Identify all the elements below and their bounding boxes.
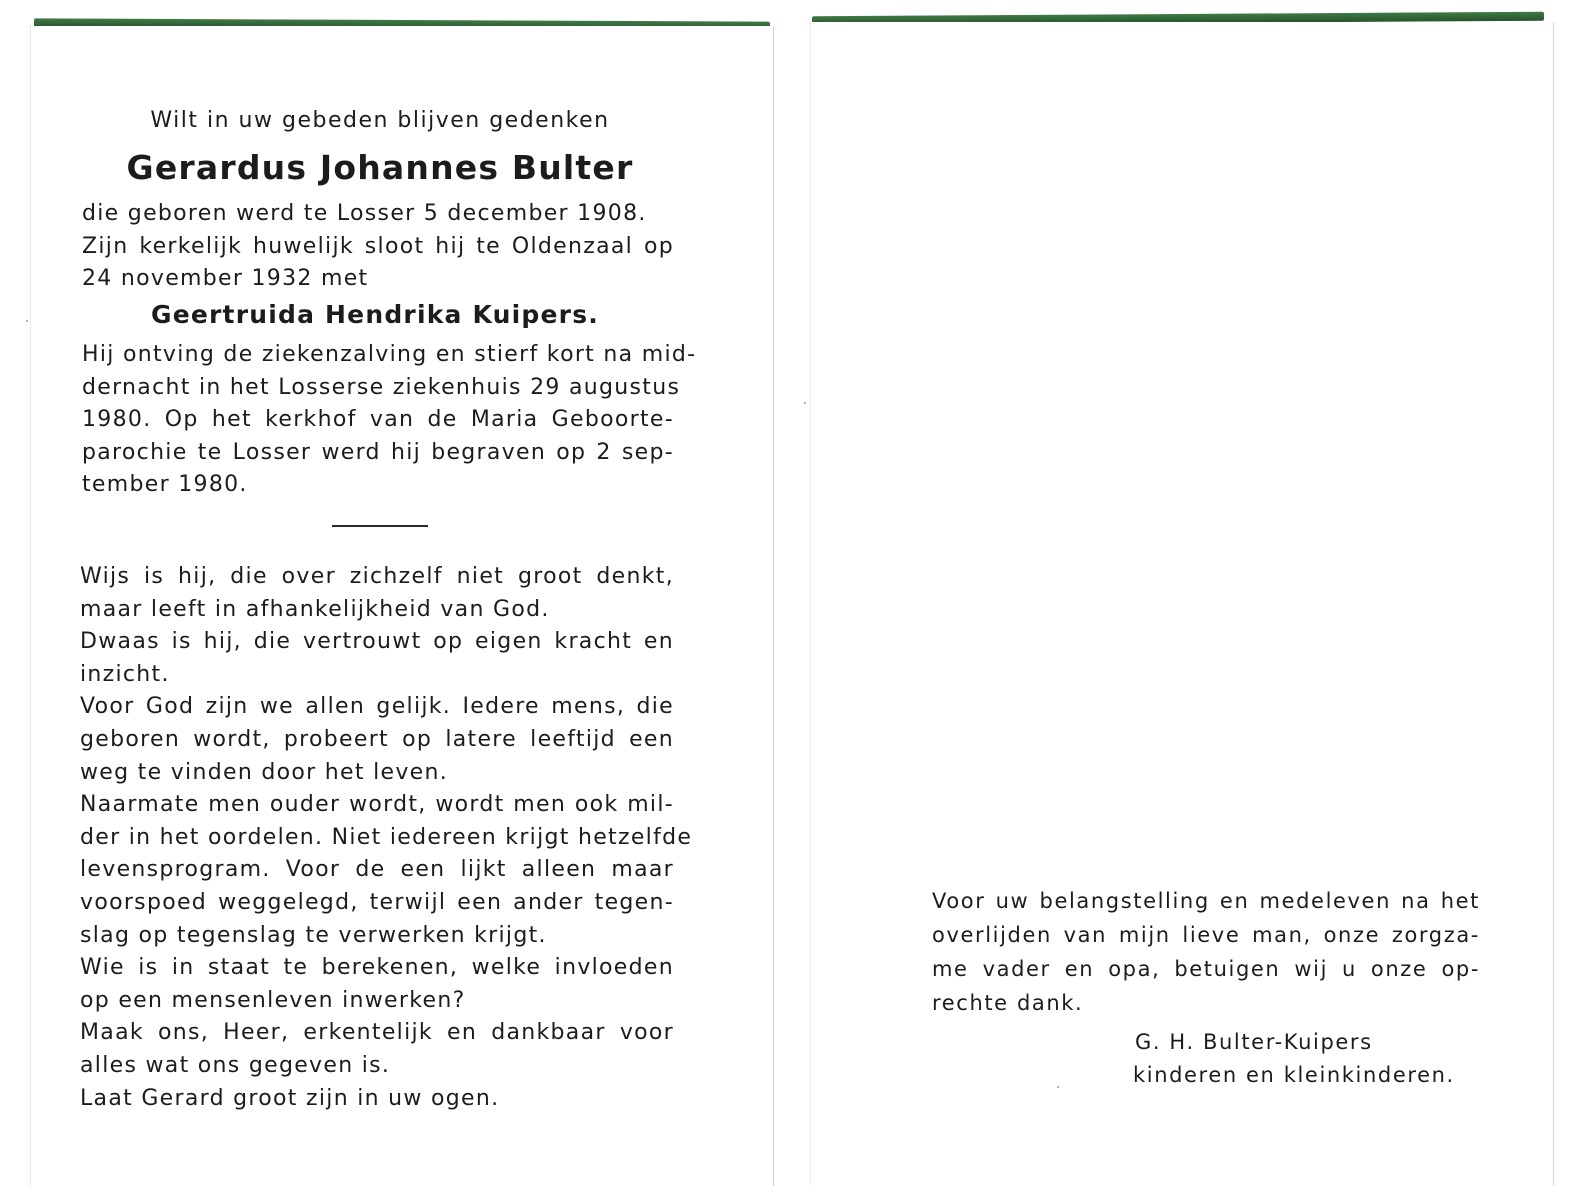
- birth-line: die geboren werd te Losser 5 december 1908.: [82, 201, 647, 226]
- reflection-line: slag op tegenslag te verwerken krijgt.: [80, 922, 547, 948]
- thanks-line: Voor uw belangstelling en medeleven na het: [932, 889, 1480, 913]
- reflection-line: Laat Gerard groot zijn in uw ogen.: [80, 1085, 500, 1111]
- scan-speck: [804, 402, 806, 404]
- death-line: Hij ontving de ziekenzalving en stierf kort na mid-: [82, 342, 697, 367]
- reflection-paragraph: [80, 561, 693, 1115]
- death-line: dernacht in het Losserse ziekenhuis 29 augustus: [82, 374, 681, 400]
- reflection-line: op een mensenleven inwerken?: [80, 987, 466, 1013]
- deceased-name: Gerardus Johannes Bulter: [126, 148, 634, 187]
- thanks-line: overlijden van mijn lieve man, onze zorgza-: [932, 923, 1480, 947]
- reflection-line: Wijs is hij, die over zichzelf niet groot denkt,: [80, 564, 674, 589]
- death-line: tember 1980.: [82, 472, 248, 498]
- scan-speck: [26, 320, 28, 322]
- reflection-line: Voor God zijn we allen gelijk. Iedere mens, die: [80, 694, 674, 720]
- birth-paragraph: [82, 198, 674, 296]
- death-line: 1980. Op het kerkhof van de Maria Geboorte-: [82, 407, 674, 433]
- birth-line: 24 november 1932 met: [82, 266, 369, 292]
- reflection-line: inzicht.: [80, 661, 170, 687]
- reflection-line: Maak ons, Heer, erkentelijk en dankbaar voor: [80, 1020, 674, 1046]
- reflection-line: der in het oordelen. Niet iedereen krijgt hetzelfde: [80, 824, 693, 850]
- reflection-line: maar leeft in afhankelijkheid van God.: [80, 596, 550, 622]
- signature-block: [1135, 1026, 1455, 1092]
- reflection-line: Dwaas is hij, die vertrouwt op eigen kracht en: [80, 629, 674, 655]
- birth-line: Zijn kerkelijk huwelijk sloot hij te Oldenzaal op: [82, 233, 674, 259]
- reflection-line: Wie is in staat te berekenen, welke invloeden: [80, 955, 674, 981]
- reflection-line: levensprogram. Voor de een lijkt alleen maar: [80, 857, 674, 883]
- death-line: parochie te Losser werd hij begraven op 2 sep-: [82, 439, 674, 465]
- thanks-line: me vader en opa, betuigen wij u onze op-: [932, 957, 1480, 981]
- thanks-paragraph: [932, 884, 1480, 1020]
- reflection-line: weg te vinden door het leven.: [80, 759, 449, 785]
- reflection-line: alles wat ons gegeven is.: [80, 1052, 391, 1078]
- death-paragraph: [82, 339, 697, 502]
- spouse-name: Geertruida Hendrika Kuipers.: [150, 300, 599, 329]
- reflection-line: voorspoed weggelegd, terwijl een ander tegen-: [80, 889, 674, 915]
- signature-family: kinderen en kleinkinderen.: [1133, 1063, 1455, 1087]
- reflection-line: geboren wordt, probeert op latere leeftijd een: [80, 726, 674, 752]
- section-divider: [332, 525, 428, 527]
- thanks-line: rechte dank.: [932, 991, 1084, 1015]
- intro-line: Wilt in uw gebeden blijven gedenken: [150, 108, 610, 133]
- scan-speck: [1057, 1086, 1059, 1088]
- reflection-line: Naarmate men ouder wordt, wordt men ook mil-: [80, 792, 674, 818]
- signature-name: G. H. Bulter-Kuipers: [1135, 1030, 1373, 1054]
